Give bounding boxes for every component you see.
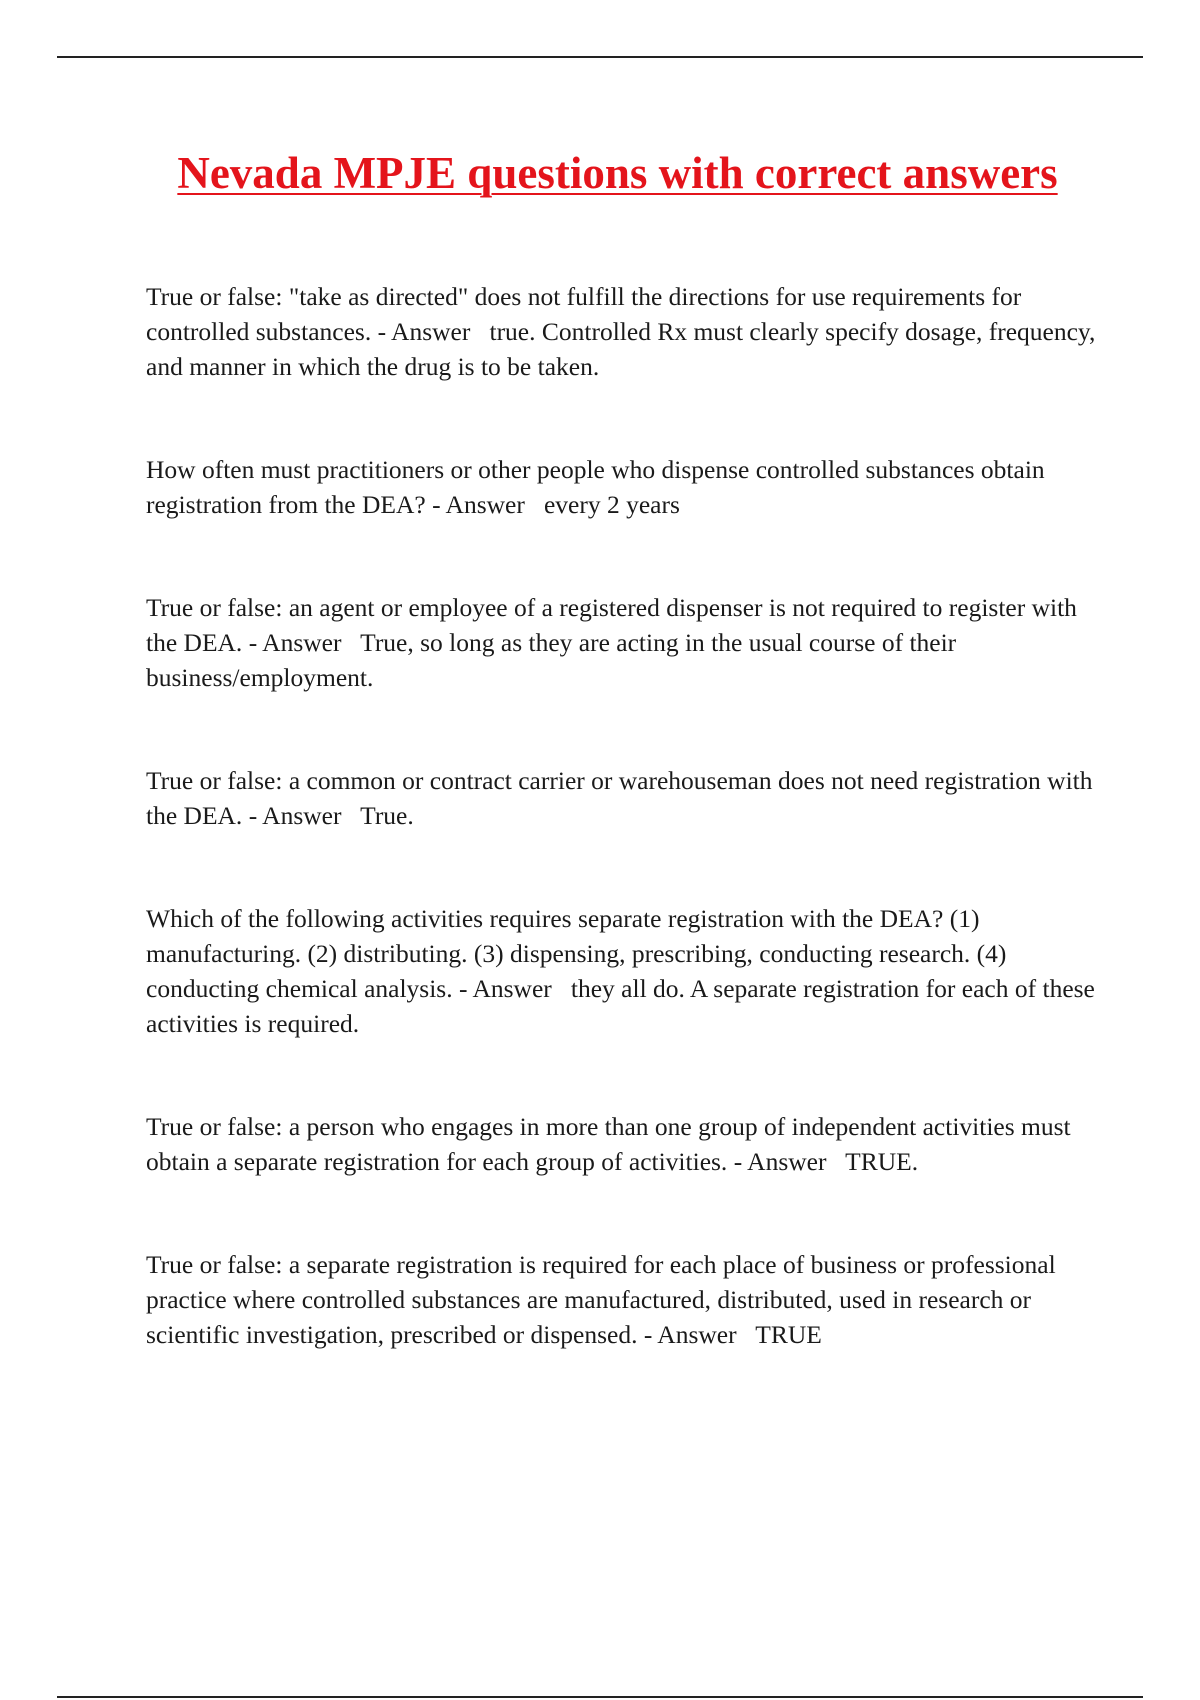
qa-item bbox=[146, 452, 1101, 522]
answer-separator: - Answer bbox=[637, 1320, 756, 1349]
qa-item bbox=[146, 590, 1101, 695]
question-text: True or false: a person who engages in more than one group of independent activities must obtain a separate registration for each group of activities. bbox=[146, 1112, 1071, 1176]
question-text: True or false: "take as directed" does not fulfill the directions for use requirements for controlled substances. bbox=[146, 282, 1022, 346]
answer-separator: - Answer bbox=[242, 628, 361, 657]
answer-separator: - Answer bbox=[452, 974, 571, 1003]
bottom-rule bbox=[57, 1696, 1143, 1698]
answer-separator: - Answer bbox=[371, 317, 490, 346]
qa-item bbox=[146, 279, 1101, 384]
qa-item bbox=[146, 901, 1101, 1041]
qa-list bbox=[146, 279, 1101, 1352]
answer-text: every 2 years bbox=[543, 490, 680, 519]
answer-text: they all do. A separate registration for each of these activities is required. bbox=[146, 974, 1095, 1038]
answer-separator: - Answer bbox=[425, 490, 544, 519]
question-text: How often must practitioners or other people who dispense controlled substances obtain registration from the DEA? bbox=[146, 455, 1045, 519]
answer-text: true. Controlled Rx must clearly specify dosage, frequency, and manner in which the drug is to be taken. bbox=[146, 317, 1096, 381]
question-text: True or false: an agent or employee of a registered dispenser is not required to register with the DEA. bbox=[146, 593, 1077, 657]
answer-text: TRUE. bbox=[845, 1147, 919, 1176]
question-text: True or false: a common or contract carrier or warehouseman does not need registration with the DEA. bbox=[146, 766, 1093, 830]
qa-item bbox=[146, 763, 1101, 833]
answer-separator: - Answer bbox=[727, 1147, 846, 1176]
answer-separator: - Answer bbox=[242, 801, 361, 830]
qa-item bbox=[146, 1109, 1101, 1179]
document-title: Nevada MPJE questions with correct answers bbox=[177, 148, 1058, 198]
answer-text: True. bbox=[360, 801, 414, 830]
top-rule bbox=[57, 56, 1143, 58]
answer-text: TRUE bbox=[755, 1320, 822, 1349]
question-text: Which of the following activities requires separate registration with the DEA? (1) manufacturing. (2) distributing. (3) dispensing, prescribing, conducting research. (4) conducting chemical analysis. bbox=[146, 904, 1007, 1003]
question-text: True or false: a separate registration is required for each place of business or professional practice where controlled substances are manufactured, distributed, used in research or scientific investigation, prescribed or dispensed. bbox=[146, 1250, 1056, 1349]
qa-item bbox=[146, 1247, 1101, 1352]
answer-text: True, so long as they are acting in the usual course of their business/employment. bbox=[146, 628, 957, 692]
